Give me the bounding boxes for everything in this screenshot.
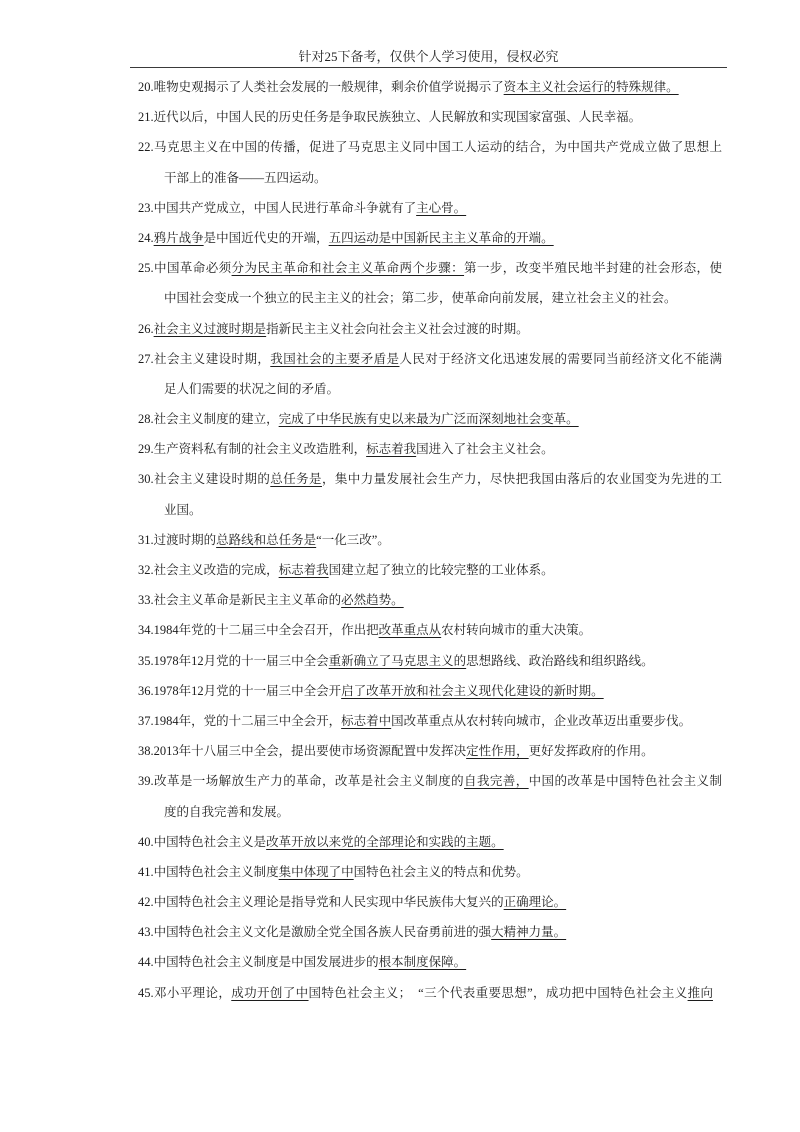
item-text: 国改革重点从农村转向城市，企业改革迈出重要步伐。: [391, 713, 692, 728]
item-text: 41.中国特色社会主义制度: [138, 864, 279, 879]
item-line: [138, 978, 713, 1008]
item-text: 中国社会变成一个独立的民主主义的社会；第二步，使革命向前发展，建立社会主义的社会。: [164, 291, 677, 306]
item-line: [138, 646, 738, 676]
document-header: 针对25下备考，仅供个人学习使用，侵权必究: [130, 46, 727, 68]
underlined-text: 五四运动是中国新民主主义革命的开端。: [328, 230, 554, 245]
item-line: [138, 827, 738, 857]
underlined-text: 自我完善，: [464, 774, 529, 789]
item-text: 45.邓小平理论，: [138, 985, 232, 1000]
item-line: [138, 706, 738, 736]
item-text: 国进入了社会主义社会。: [416, 442, 554, 457]
underlined-text: 标志着中: [341, 713, 392, 728]
list-item: [138, 887, 738, 917]
list-item: [138, 676, 738, 706]
item-line: [138, 676, 738, 706]
item-line-continued: [138, 374, 738, 404]
item-text: 44.中国特色社会主义制度是中国发展进步的: [138, 955, 379, 970]
list-item: [138, 585, 738, 615]
item-text: 27.社会主义建设时期，: [138, 351, 271, 366]
underlined-text: 启了改革开放和社会主义现代化建设的新时期。: [341, 683, 604, 698]
underlined-text: 重新确立了马克思主义的: [328, 653, 467, 668]
list-item: [138, 555, 738, 585]
item-text: 29.生产资料私有制的社会主义改造胜利，: [138, 442, 367, 457]
item-line: [138, 857, 738, 887]
item-text: 人民对于经济文化迅速发展的需要同当前经济文化不能满: [399, 351, 722, 366]
item-text: 39.改革是一场解放生产力的革命，改革是社会主义制度的: [138, 774, 465, 789]
item-line-continued: [138, 495, 738, 525]
item-text: 32.社会主义改造的完成，: [138, 563, 279, 577]
item-text: 24.: [138, 230, 154, 245]
underlined-text: 标志着我: [366, 442, 417, 457]
item-line: [138, 404, 738, 434]
underlined-text: 资本主义社会运行的特殊规律。: [503, 80, 679, 94]
item-line: [138, 887, 738, 917]
item-text: 30.社会主义建设时期的: [138, 472, 271, 487]
underlined-text: 我国社会的主要矛盾是: [270, 351, 400, 366]
list-item: [138, 706, 738, 736]
item-text: 21.近代以后，中国人民的历史任务是争取民族独立、人民解放和实现国家富强、人民幸福。: [138, 110, 642, 125]
underlined-text: 集中体现了中: [278, 864, 354, 879]
item-line: [138, 525, 738, 555]
list-item: [138, 947, 738, 977]
item-line-continued: [138, 163, 738, 193]
item-text: 33.社会主义革命是新民主主义革命的: [138, 593, 342, 608]
item-line: [138, 132, 722, 162]
underlined-text: 定性作用，: [466, 744, 529, 759]
item-text: 22.马克思主义在中国的传播，促进了马克思主义同中国工人运动的结合，为中国共产党成立做了思想上: [138, 140, 722, 155]
list-item: [138, 615, 738, 645]
item-line-continued: [138, 797, 738, 827]
underlined-text: 分为民主革命和社会主义革命两个步骤：: [231, 261, 465, 276]
numbered-list: [138, 72, 738, 1008]
item-line: [138, 102, 738, 132]
underlined-text: 正确理论。: [503, 895, 567, 910]
item-line: [138, 193, 738, 223]
item-line: [138, 766, 722, 796]
item-text: 37.1984年，党的十二届三中全会开，: [138, 713, 342, 728]
item-line: [138, 464, 722, 494]
underlined-text: 成功开创了中: [231, 985, 309, 1000]
list-item: [138, 827, 738, 857]
item-text: 更好发挥政府的作用。: [528, 744, 654, 759]
item-text: ，集中力量发展社会生产力，尽快把我国由落后的农业国变为先进的工: [321, 472, 722, 487]
underlined-text: 根本制度保障。: [378, 955, 467, 970]
item-text: 国建立起了独立的比较完整的工业体系。: [328, 563, 554, 577]
item-text: 干部上的准备——五四运动。: [164, 170, 327, 185]
item-text: 国特色社会主义的特点和优势。: [353, 864, 529, 879]
item-text: 38.2013年十八届三中全会，提出要使市场资源配置中发挥决: [138, 744, 467, 759]
list-item: [138, 434, 738, 464]
list-item: [138, 736, 738, 766]
item-text: 农村转向城市的重大决策。: [441, 623, 592, 638]
item-text: 26.: [138, 321, 154, 336]
item-line: [138, 223, 738, 253]
item-line: [138, 736, 738, 766]
list-item: [138, 857, 738, 887]
item-text: 31.过渡时期的: [138, 532, 217, 547]
item-text: 国特色社会主义； “三个代表重要思想”，成功把中国特色社会主义: [308, 985, 688, 1000]
item-line: [138, 947, 738, 977]
item-text: 20.唯物史观揭示了人类社会发展的一般规律，剩余价值学说揭示了: [138, 80, 504, 94]
item-text: 36.1978年12月党的十一届三中全会开: [138, 683, 342, 698]
list-item: [138, 193, 738, 223]
item-line: [138, 434, 738, 464]
underlined-text: 鸦片战争: [153, 230, 204, 245]
list-item: [138, 464, 738, 524]
underlined-text: 总任务是: [270, 472, 322, 487]
underlined-text: 改革重点从: [378, 623, 442, 638]
item-line: [138, 253, 722, 283]
underlined-text: 改革开放以来党的全部理论和实践的主题。: [266, 834, 504, 849]
item-text: 40.中国特色社会主义是: [138, 834, 267, 849]
list-item: [138, 132, 738, 192]
item-line-continued: [138, 283, 738, 313]
list-item: [138, 404, 738, 434]
item-text: 业国。: [164, 502, 202, 517]
item-line: [138, 585, 738, 615]
item-line: [138, 615, 738, 645]
item-text: 足人们需要的状况之间的矛盾。: [164, 381, 340, 396]
item-text: 35.1978年12月党的十一届三中全会: [138, 653, 329, 668]
item-text: 中国的改革是中国特色社会主义制: [528, 774, 722, 789]
list-item: [138, 646, 738, 676]
list-item: [138, 525, 738, 555]
item-line: [138, 917, 738, 947]
underlined-text: 必然趋势。: [341, 593, 404, 608]
underlined-text: 完成了中华民族有史以来最为广泛而深刻地社会变革。: [278, 412, 579, 427]
list-item: [138, 314, 738, 344]
list-item: [138, 102, 738, 132]
item-text: 25.中国革命必须: [138, 261, 232, 276]
list-item: [138, 917, 738, 947]
item-text: 42.中国特色社会主义理论是指导党和人民实现中华民族伟大复兴的: [138, 895, 504, 910]
underlined-text: 社会主义过渡时期是: [153, 321, 267, 336]
list-item: [138, 253, 738, 313]
item-text: 度的自我完善和发展。: [164, 804, 290, 819]
underlined-text: 大精神力量。: [491, 925, 567, 940]
list-item: [138, 72, 738, 102]
item-text: 指新民主主义社会向社会主义社会过渡的时期。: [266, 321, 529, 336]
list-item: [138, 766, 738, 826]
item-text: 34.1984年党的十二届三中全会召开，作出把: [138, 623, 379, 638]
item-text: 是中国近代史的开端，: [203, 230, 329, 245]
item-text: 28.社会主义制度的建立，: [138, 412, 279, 427]
item-line: [138, 72, 738, 102]
item-text: 思想路线、政治路线和组织路线。: [466, 653, 654, 668]
underlined-text: 标志着我: [278, 563, 329, 577]
list-item: [138, 978, 738, 1008]
underlined-text: 主心骨。: [416, 200, 467, 215]
underlined-text: 推向: [687, 985, 713, 1000]
item-text: 23.中国共产党成立，中国人民进行革命斗争就有了: [138, 200, 417, 215]
item-line: [138, 314, 738, 344]
list-item: [138, 344, 738, 404]
item-text: 第一步，改变半殖民地半封建的社会形态，使: [464, 261, 722, 276]
item-line: [138, 555, 738, 585]
item-text: “一化三改”。: [316, 532, 390, 547]
list-item: [138, 223, 738, 253]
underlined-text: 总路线和总任务是: [216, 532, 317, 547]
item-text: 43.中国特色社会主义文化是激励全党全国各族人民奋勇前进的强: [138, 925, 492, 940]
item-line: [138, 344, 722, 374]
